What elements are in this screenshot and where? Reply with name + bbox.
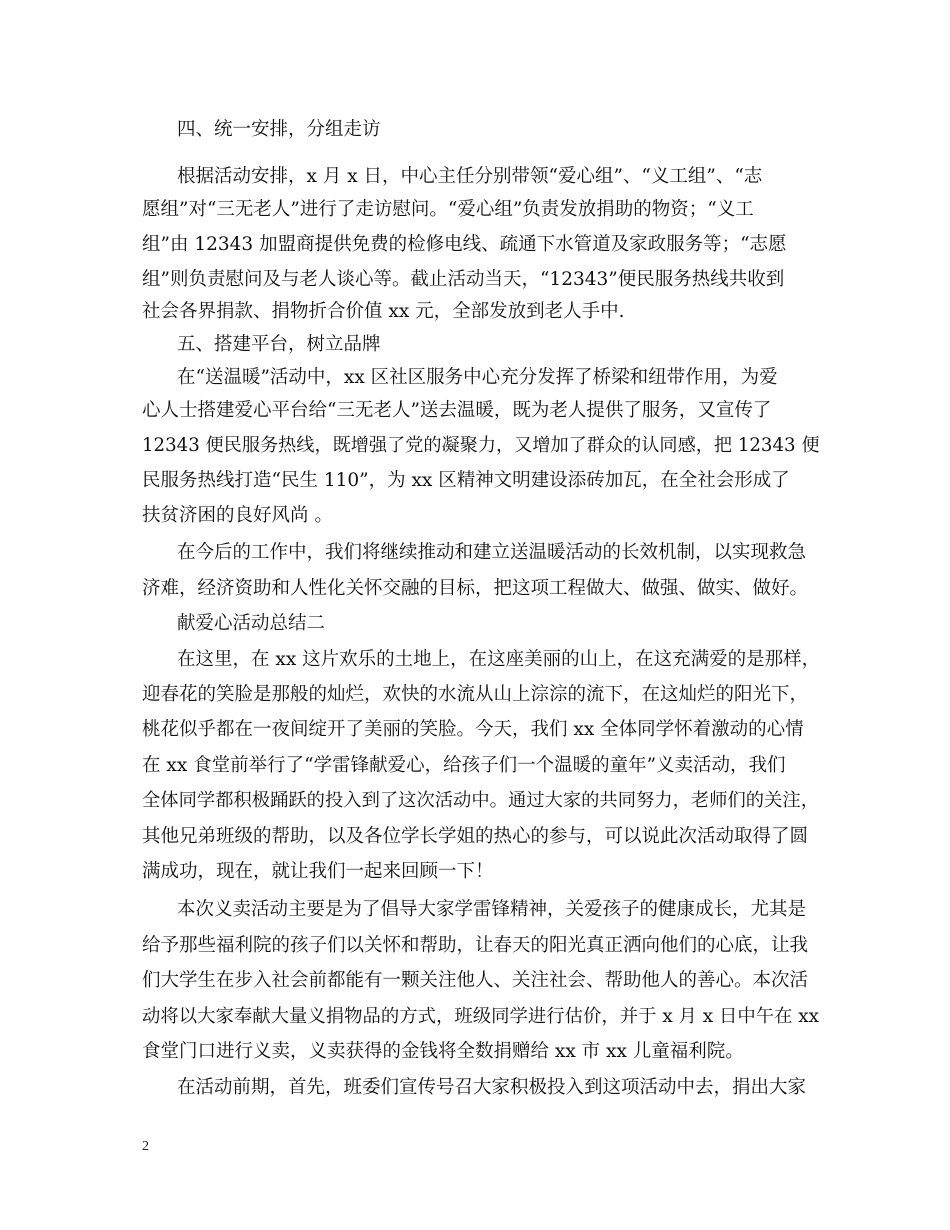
text-line: 迎春花的笑脸是那般的灿烂，欢快的水流从山上淙淙的流下，在这灿烂的阳光下， [142, 684, 809, 705]
text-line: 全体同学都积极踊跃的投入到了这次活动中。通过大家的共同努力，老师们的关注， [142, 790, 819, 811]
page-number: 2 [142, 1139, 149, 1154]
text-line: 在 xx 食堂前举行了“学雷锋献爱心，给孩子们一个温暖的童年”义卖活动，我们 [142, 755, 786, 776]
text-line: 扶贫济困的良好风尚 。 [142, 505, 333, 526]
text-line: 四、统一安排，分组走访 [177, 119, 381, 140]
text-line: 在“送温暖”活动中，xx 区社区服务中心充分发挥了桥梁和纽带作用，为爱 [177, 367, 778, 388]
text-line: 们大学生在步入社会前都能有一颗关注他人、关注社会、帮助他人的善心。本次活 [142, 970, 809, 991]
text-line: 五、搭建平台，树立品牌 [177, 334, 381, 355]
text-line: 动将以大家奉献大量义捐物品的方式，班级同学进行估价，并于 x 月 x 日中午在 xx [142, 1006, 820, 1027]
text-line: 根据活动安排，x 月 x 日，中心主任分别带领“爱心组”、“义工组”、“志 [177, 166, 763, 187]
text-line: 社会各界捐款、捐物折合价值 xx 元，全部发放到老人手中. [142, 301, 625, 322]
text-line: 其他兄弟班级的帮助，以及各位学长学姐的热心的参与，可以说此次活动取得了圆 [142, 826, 809, 847]
text-line: 本次义卖活动主要是为了倡导大家学雷锋精神，关爱孩子的健康成长，尤其是 [177, 899, 807, 920]
text-line: 食堂门口进行义卖，义卖获得的金钱将全数捐赠给 xx 市 xx 儿童福利院。 [142, 1041, 744, 1062]
text-line: 组”则负责慰问及与老人谈心等。截止活动当天，“12343”便民服务热线共收到 [142, 269, 785, 290]
text-line: 给予那些福利院的孩子们以关怀和帮助，让春天的阳光真正洒向他们的心底，让我 [142, 935, 809, 956]
text-line: 桃花似乎都在一夜间绽开了美丽的笑脸。今天，我们 xx 全体同学怀着激动的心情 [142, 719, 804, 740]
text-line: 12343 便民服务热线，既增强了党的凝聚力，又增加了群众的认同感，把 12343 便 [142, 435, 820, 456]
text-line: 济难，经济资助和人性化关怀交融的目标，把这项工程做大、做强、做实、做好。 [142, 578, 809, 599]
text-line: 献爱心活动总结二 [177, 613, 326, 634]
text-line: 在这里，在 xx 这片欢乐的土地上，在这座美丽的山上，在这充满爱的是那样， [177, 649, 821, 670]
text-line: 在今后的工作中，我们将继续推动和建立送温暖活动的长效机制，以实现救急 [177, 542, 807, 563]
text-line: 民服务热线打造“民生 110”，为 xx 区精神文明建设添砖加瓦，在全社会形成了 [142, 470, 790, 491]
text-line: 愿组”对“三无老人”进行了走访慰问。“爱心组”负责发放捐助的物资；“义工 [142, 199, 754, 220]
text-line: 组”由 12343 加盟商提供免费的检修电线、疏通下水管道及家政服务等；“志愿 [142, 234, 787, 255]
text-line: 心人士搭建爱心平台给“三无老人”送去温暖，既为老人提供了服务，又宣传了 [142, 400, 772, 421]
text-line: 满成功，现在，就让我们一起来回顾一下！ [142, 861, 494, 882]
text-line: 在活动前期，首先，班委们宣传号召大家积极投入到这项活动中去，捐出大家 [177, 1077, 807, 1098]
